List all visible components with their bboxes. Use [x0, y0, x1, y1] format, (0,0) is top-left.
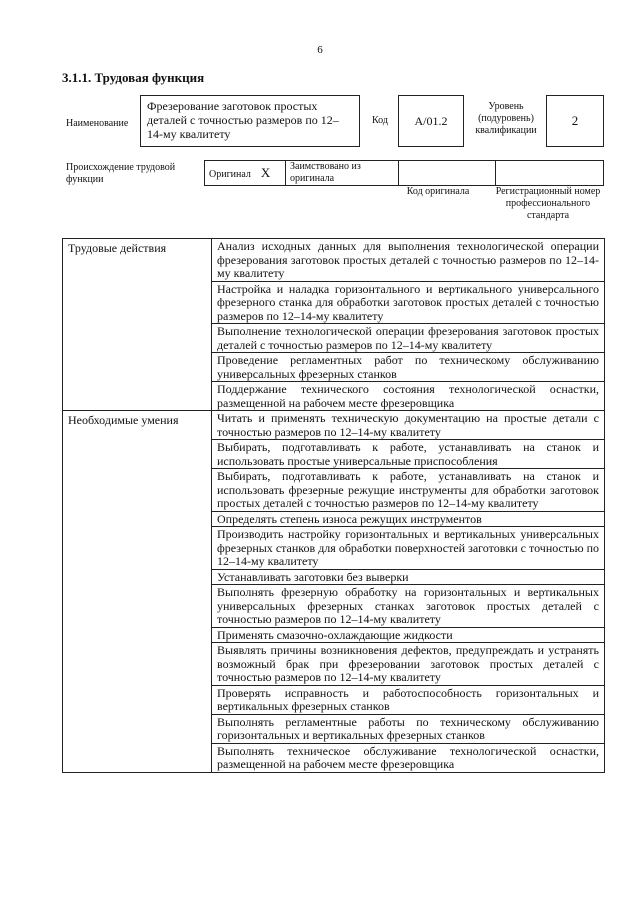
- function-name-value: Фрезерование заготовок простых деталей с точностью размеров по 12–14-му квалитету: [140, 95, 360, 147]
- origin-label: Происхождение трудовой функции: [66, 162, 176, 185]
- function-table: [62, 238, 605, 773]
- skill-item: Выполнять фрезерную обработку на горизонтальных и вертикальных универсальных фрезерных станках заготовок простых деталей с точностью размеров по 12–14-му квалитету: [212, 585, 605, 628]
- skill-item: Выполнять техническое обслуживание технологической оснастки, размещенной на рабочем месте фрезеровщика: [212, 743, 605, 772]
- table-row: [63, 239, 605, 282]
- labor-action-item: Анализ исходных данных для выполнения технологической операции фрезерования заготовок простых деталей с точностью размеров по 12–14-му квалитету: [212, 239, 605, 282]
- labor-action-item: Настройка и наладка горизонтального и вертикального универсального фрезерного станка для обработки заготовок простых деталей с точностью размеров по 12–14-му квалитету: [212, 281, 605, 324]
- skill-item: Выявлять причины возникновения дефектов, предупреждать и устранять возможный брак при фрезеровании заготовок простых деталей с точностью размеров по 12–14-му квалитету: [212, 643, 605, 686]
- skill-item: Выбирать, подготавливать к работе, устанавливать на станок и использовать фрезерные режущие инструменты для обработки заготовок простых деталей с точностью размеров по 12–14-му квалитету: [212, 469, 605, 512]
- labor-action-item: Проведение регламентных работ по техническому обслуживанию универсальных фрезерных станков: [212, 353, 605, 382]
- skill-item: Выбирать, подготавливать к работе, устанавливать на станок и использовать простые универсальные приспособления: [212, 440, 605, 469]
- borrowed-label: Заимствовано из оригинала: [286, 161, 399, 186]
- table-row: [63, 411, 605, 440]
- labor-actions-label: Трудовые действия: [63, 239, 212, 411]
- code-value: А/01.2: [398, 95, 464, 147]
- skill-item: Выполнять регламентные работы по техническому обслуживанию горизонтальных и вертикальных фрезерных станков: [212, 714, 605, 743]
- labor-action-item: Поддержание технического состояния технологической оснастки, размещенной на рабочем месте фрезеровщика: [212, 382, 605, 411]
- labor-action-item: Выполнение технологической операции фрезерования заготовок простых деталей с точностью размеров по 12–14-му квалитету: [212, 324, 605, 353]
- level-value: 2: [546, 95, 604, 147]
- skill-item: Производить настройку горизонтальных и вертикальных универсальных фрезерных станков для обработки поверхностей заготовки с точностью по 12–14-му квалитету: [212, 527, 605, 570]
- required-skills-label: Необходимые умения: [63, 411, 212, 773]
- name-label: Наименование: [66, 118, 129, 129]
- origin-original-cell: [205, 161, 286, 186]
- original-mark: X: [260, 165, 271, 180]
- section-title: 3.1.1. Трудовая функция: [62, 70, 205, 85]
- skill-item: Читать и применять техническую документацию на простые детали с точностью размеров по 12–14-му квалитету: [212, 411, 605, 440]
- code-label: Код: [372, 115, 388, 126]
- skill-item: Проверять исправность и работоспособность горизонтальных и вертикальных фрезерных станков: [212, 685, 605, 714]
- code-original-cell: [399, 161, 496, 186]
- page-number: 6: [317, 44, 323, 56]
- reg-number-cell: [496, 161, 604, 186]
- skill-item: Определять степень износа режущих инструментов: [212, 511, 605, 527]
- skill-item: Применять смазочно-охлаждающие жидкости: [212, 627, 605, 643]
- skill-item: Устанавливать заготовки без выверки: [212, 569, 605, 585]
- original-label: Оригинал: [209, 169, 251, 180]
- reg-number-label: Регистрационный номер профессионального стандарта: [495, 186, 601, 221]
- level-label: Уровень (подуровень) квалификации: [475, 101, 537, 136]
- origin-table: [204, 160, 604, 186]
- code-original-label: Код оригинала: [406, 186, 470, 197]
